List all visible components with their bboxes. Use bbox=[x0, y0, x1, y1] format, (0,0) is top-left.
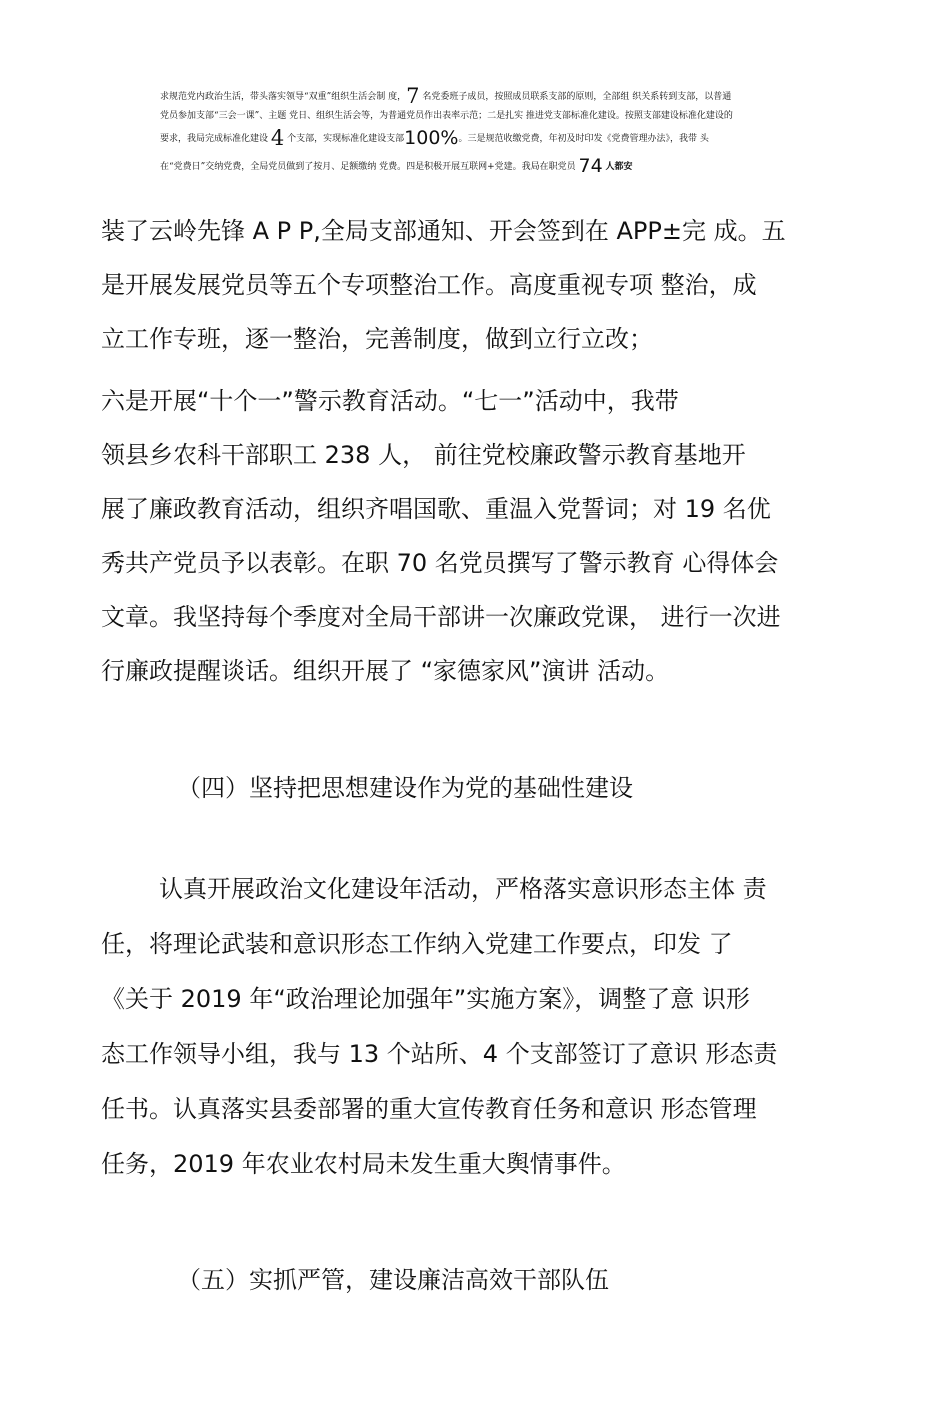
small-text: 名党委班子成员，按照成员联系支部的原则，全部组 织关系转到支部，以普通 bbox=[422, 92, 732, 102]
section-heading-4: （四）坚持把思想建设作为党的基础性建设 bbox=[177, 774, 633, 802]
text-line: 展了廉政教育活动，组织齐唱国歌、重温入党誓词；对 19 名优 bbox=[101, 495, 771, 523]
text-line: 任书。认真落实县委部署的重大宣传教育任务和意识 形态管理 bbox=[101, 1095, 757, 1123]
large-number: 7 bbox=[406, 84, 420, 108]
large-number: 4 bbox=[270, 126, 285, 150]
text-line: 立工作专班，逐一整治，完善制度，做到立行立改； bbox=[101, 325, 653, 353]
text-line: 认真开展政治文化建设年活动，严格落实意识形态主体 责 bbox=[159, 875, 767, 903]
text-line: 是开展发展党员等五个专项整治工作。高度重视专项 整治，成 bbox=[101, 271, 757, 299]
text-line: 秀共产党员予以表彰。在职 70 名党员撰写了警示教育 心得体会 bbox=[101, 549, 779, 577]
small-print-block bbox=[160, 84, 850, 190]
text-line: 任务，2019 年农业农村局未发生重大舆情事件。 bbox=[101, 1150, 626, 1178]
text-line: 六是开展“十个一”警示教育活动。“七一”活动中，我带 bbox=[101, 387, 679, 415]
small-text: 人都安 bbox=[605, 162, 633, 172]
text-line: 领县乡农科干部职工 238 人， 前往党校廉政警示教育基地开 bbox=[101, 441, 746, 469]
small-text: 在“党费日”交纳党费，全局党员做到了按月、足额缴纳 党费。四是积极开展互联网+党建。我局在职党员 bbox=[160, 162, 576, 172]
small-print-line-2: 党员参加支部“三会一课”、主题 党日、组织生活会等，为普通党员作出表率示范；二是扎实 推进党支部标准化建设。按照支部建设标准化建设的 bbox=[160, 111, 733, 121]
text-line: 态工作领导小组，我与 13 个站所、4 个支部签订了意识 形态责 bbox=[101, 1040, 778, 1068]
text-line: 《关于 2019 年“政治理论加强年”实施方案》，调整了意 识形 bbox=[101, 985, 750, 1013]
small-text: 个支部，实现标准化建设支部 bbox=[287, 134, 405, 144]
small-text: 求规范党内政治生活，带头落实领导“双重”组织生活会制 度， bbox=[160, 92, 407, 102]
text-line: 文章。我坚持每个季度对全局干部讲一次廉政党课， 进行一次进 bbox=[101, 603, 781, 631]
small-text: 。三是规范收缴党费，年初及时印发《党费管理办法》，我带 头 bbox=[458, 134, 709, 144]
small-text: 要求，我局完成标准化建设 bbox=[160, 134, 269, 144]
section-heading-5: （五）实抓严管，建设廉洁高效干部队伍 bbox=[177, 1266, 609, 1294]
paragraph-3 bbox=[101, 862, 861, 1192]
text-line: 装了云岭先锋 A P P,全局支部通知、开会签到在 APP±完 成。五 bbox=[101, 217, 786, 245]
small-print-line-4 bbox=[160, 155, 850, 190]
large-number: 74 bbox=[578, 155, 603, 177]
small-print-line-3 bbox=[160, 126, 850, 162]
paragraph-2 bbox=[101, 374, 861, 698]
small-print-line-1 bbox=[160, 84, 850, 112]
large-number: 100% bbox=[404, 127, 459, 149]
paragraph-1 bbox=[101, 204, 861, 366]
text-line: 行廉政提醒谈话。组织开展了 “家德家风”演讲 活动。 bbox=[101, 657, 670, 685]
text-line: 任，将理论武装和意识形态工作纳入党建工作要点，印发 了 bbox=[101, 930, 733, 958]
